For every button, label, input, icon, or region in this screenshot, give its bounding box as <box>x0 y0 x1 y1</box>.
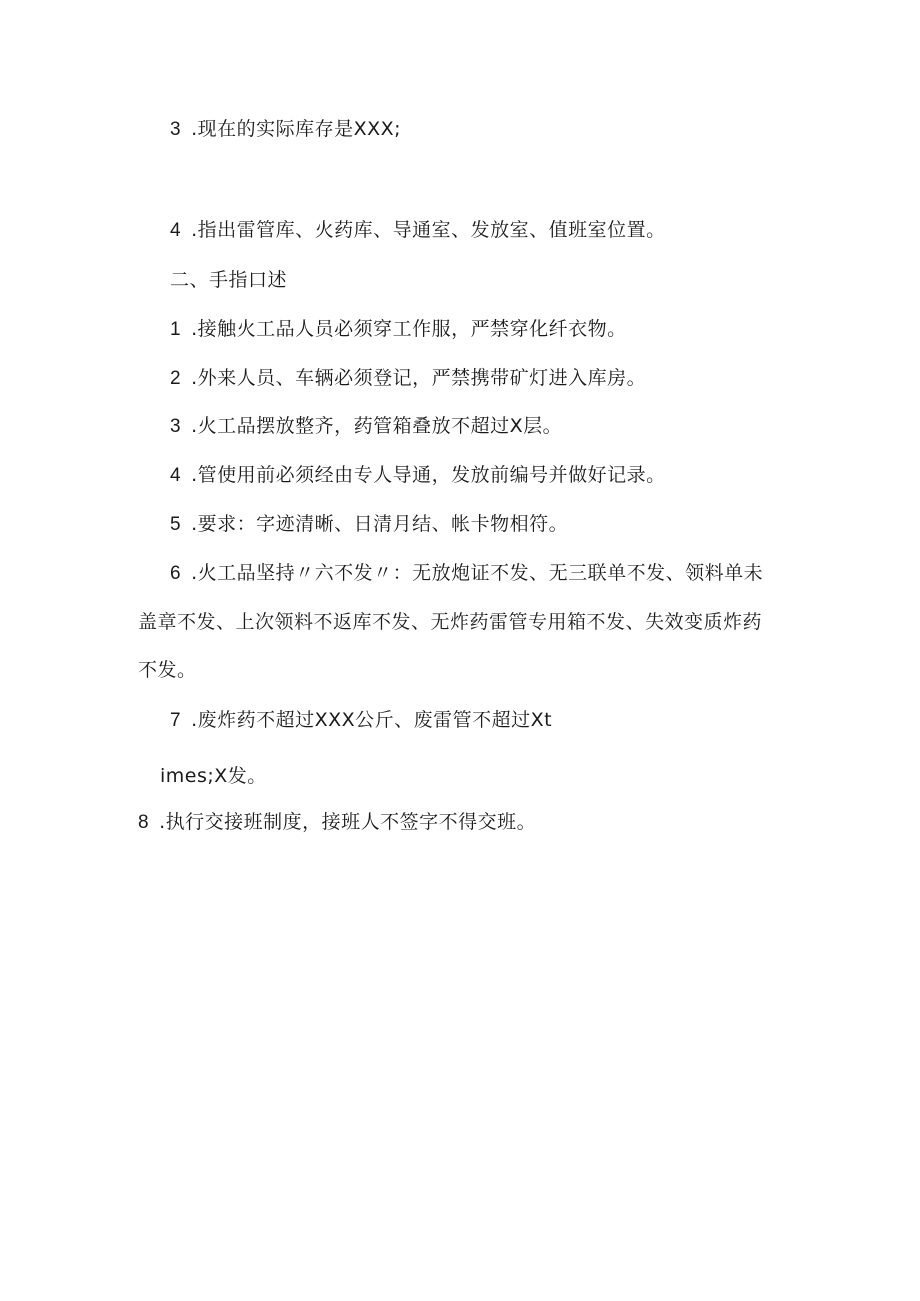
list-item-6-line2: 盖章不发、上次领料不返库不发、无炸药雷管专用箱不发、失效变质炸药 <box>138 611 763 633</box>
item-number: 3 <box>170 119 182 140</box>
item-text: .管使用前必须经由专人导通，发放前编号并做好记录。 <box>191 464 666 486</box>
item-number: 2 <box>170 368 182 389</box>
list-item-8 <box>138 810 536 835</box>
section-heading: 二、手指口述 <box>170 269 288 291</box>
list-item-6-line3: 不发。 <box>138 659 197 681</box>
item-text: .火工品坚持〃六不发〃：无放炮证不发、无三联单不发、领料单未 <box>191 562 764 584</box>
item-text: .接触火工品人员必须穿工作服，严禁穿化纤衣物。 <box>191 318 627 340</box>
item-text: .火工品摆放整齐，药管箱叠放不超过X层。 <box>191 415 563 437</box>
item-text: .现在的实际库存是XXX; <box>191 118 402 140</box>
list-item-3 <box>170 414 562 439</box>
list-item-3-inventory <box>170 117 401 142</box>
item-text: .执行交接班制度，接班人不签字不得交班。 <box>159 811 537 833</box>
list-item-4 <box>170 463 666 488</box>
item-number: 6 <box>170 563 182 584</box>
list-item-2 <box>170 366 646 391</box>
item-number: 4 <box>170 220 182 241</box>
item-number: 5 <box>170 514 182 535</box>
list-item-7-line1 <box>170 708 552 733</box>
list-item-4-locations <box>170 218 666 243</box>
item-text: .要求：字迹清晰、日清月结、帐卡物相符。 <box>191 513 569 535</box>
item-number: 8 <box>138 812 150 833</box>
item-number: 3 <box>170 416 182 437</box>
list-item-5 <box>170 512 568 537</box>
list-item-7-line2: imes;X发。 <box>160 765 267 787</box>
item-text: .指出雷管库、火药库、导通室、发放室、值班室位置。 <box>191 219 666 241</box>
item-text: .废炸药不超过XXX公斤、废雷管不超过Xt <box>191 709 553 731</box>
item-number: 7 <box>170 710 182 731</box>
item-number: 1 <box>170 319 182 340</box>
item-number: 4 <box>170 465 182 486</box>
item-text: .外来人员、车辆必须登记，严禁携带矿灯进入库房。 <box>191 367 647 389</box>
list-item-1 <box>170 317 627 342</box>
list-item-6-line1 <box>170 561 763 586</box>
